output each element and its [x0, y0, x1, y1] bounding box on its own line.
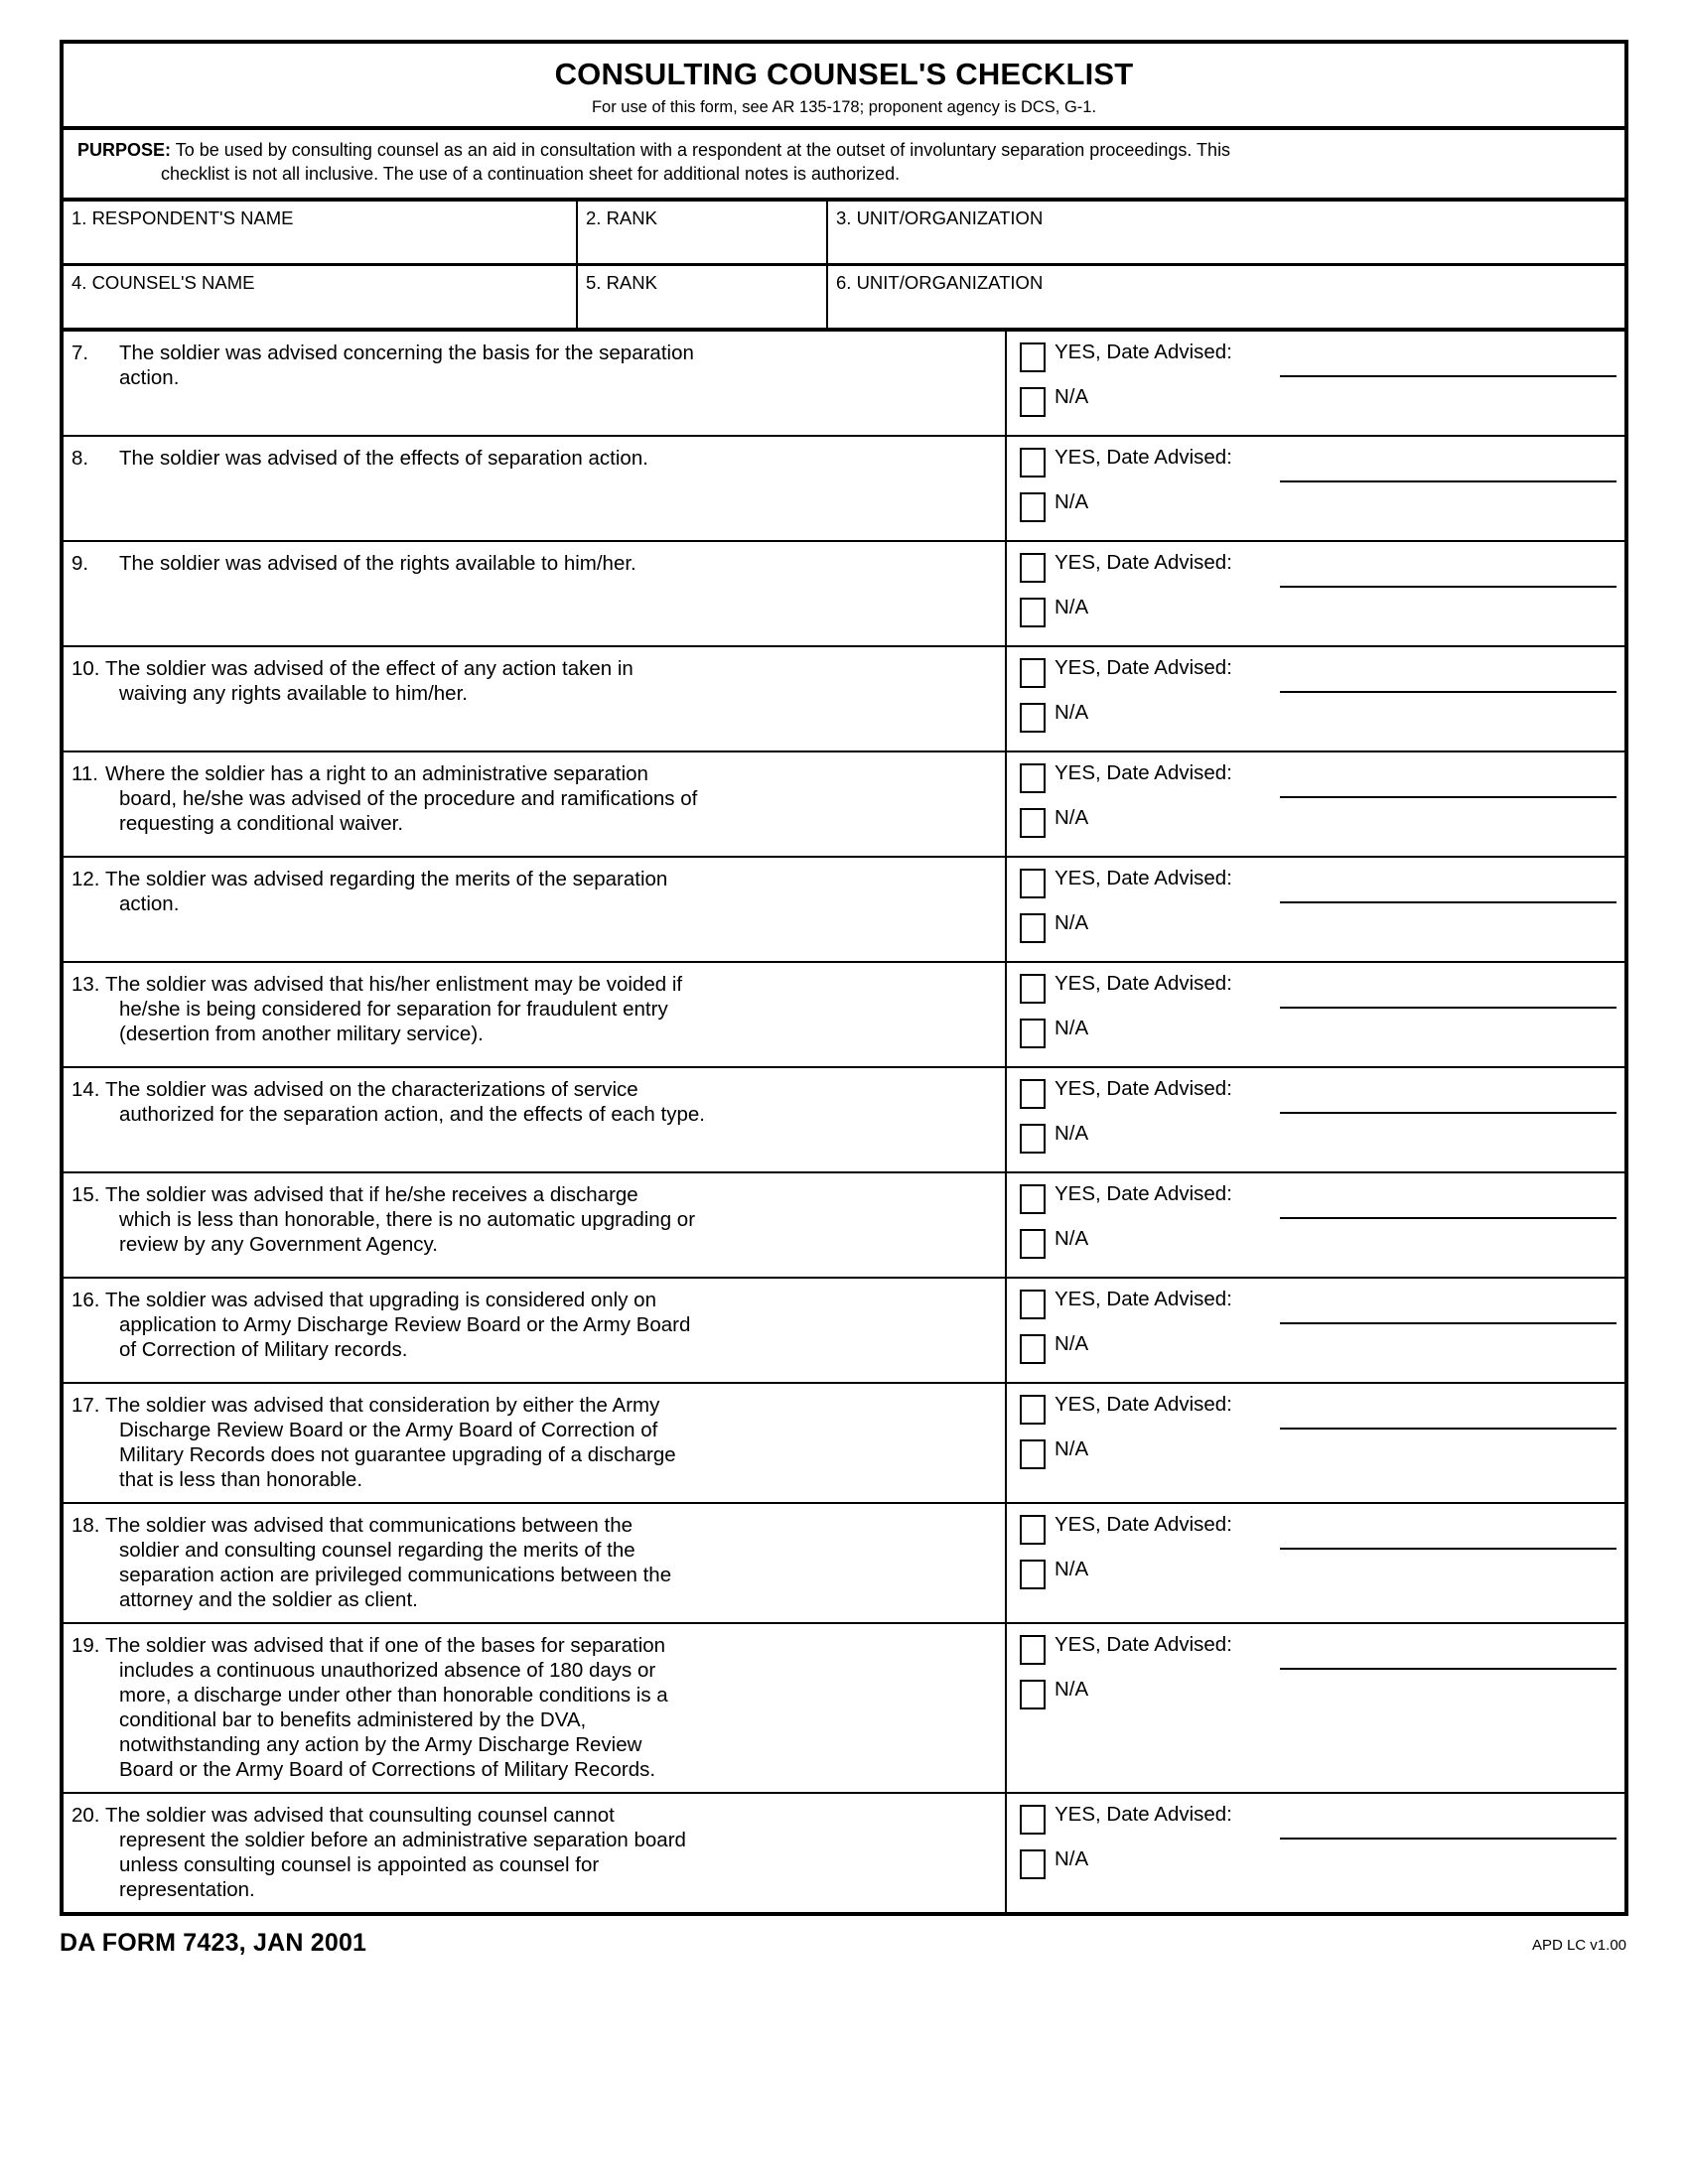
checklist-item-18: [64, 1504, 1624, 1624]
checkbox-yes[interactable]: [1020, 1515, 1046, 1545]
checkbox-yes-label: YES, Date Advised:: [1055, 866, 1232, 889]
item-text-line: The soldier was advised that if one of the bases for separation: [105, 1633, 666, 1657]
checklist-item-10: [64, 647, 1624, 752]
checkbox-na[interactable]: [1020, 1019, 1046, 1048]
checkbox-yes[interactable]: [1020, 763, 1046, 793]
item-answer-group: [1007, 1068, 1624, 1171]
item-text-line: which is less than honorable, there is no automatic upgrading or: [119, 1207, 696, 1231]
item-text-line: waiving any rights available to him/her.: [119, 681, 468, 705]
item-text-line: The soldier was advised regarding the merits of the separation: [105, 867, 668, 890]
item-answer-group: [1007, 1384, 1624, 1502]
form-revision: APD LC v1.00: [1531, 1936, 1626, 1954]
checkbox-yes[interactable]: [1020, 869, 1046, 898]
checkbox-yes[interactable]: [1020, 1290, 1046, 1319]
purpose-label: PURPOSE:: [77, 140, 172, 161]
date-advised-input[interactable]: [1280, 1112, 1617, 1114]
item-text-line: The soldier was advised of the effects of separation action.: [119, 446, 648, 470]
checkbox-na-label: N/A: [1055, 595, 1089, 618]
checkbox-yes[interactable]: [1020, 1805, 1046, 1835]
checklist-item-17: [64, 1384, 1624, 1504]
date-advised-input[interactable]: [1280, 901, 1617, 903]
item-answer-group: [1007, 647, 1624, 751]
item-answer-group: [1007, 1173, 1624, 1277]
checkbox-na[interactable]: [1020, 1334, 1046, 1364]
date-advised-input[interactable]: [1280, 1007, 1617, 1009]
item-text-line: Discharge Review Board or the Army Board of Correction of: [119, 1418, 658, 1441]
answer-yes-row: [1007, 1514, 1624, 1545]
item-statement: [64, 1624, 1007, 1792]
answer-na-row: [1007, 1123, 1624, 1154]
item-text-line: conditional bar to benefits administered by the DVA,: [119, 1707, 587, 1731]
checkbox-yes-label: YES, Date Advised:: [1055, 340, 1232, 363]
item-text-line: board, he/she was advised of the procedure and ramifications of: [119, 786, 698, 810]
checkbox-yes[interactable]: [1020, 448, 1046, 478]
counsel-unit-field[interactable]: [828, 266, 1624, 328]
answer-yes-row: [1007, 447, 1624, 478]
item-number: 13.: [71, 972, 100, 996]
respondent-name-label: 1. RESPONDENT'S NAME: [71, 206, 294, 228]
checkbox-yes-label: YES, Date Advised:: [1055, 1181, 1232, 1205]
purpose-line-1: [77, 139, 1611, 163]
checkbox-na-label: N/A: [1055, 1226, 1089, 1250]
checkbox-yes[interactable]: [1020, 1079, 1046, 1109]
item-statement: [64, 1279, 1007, 1382]
item-text-line: The soldier was advised that if he/she receives a discharge: [105, 1182, 638, 1206]
item-text-line: The soldier was advised that communications between the: [105, 1513, 633, 1537]
item-text-line: unless consulting counsel is appointed as counsel for: [119, 1852, 600, 1876]
item-statement: [64, 1384, 1007, 1502]
checkbox-yes-label: YES, Date Advised:: [1055, 655, 1232, 679]
checkbox-yes-label: YES, Date Advised:: [1055, 1632, 1232, 1656]
item-text-line: attorney and the soldier as client.: [119, 1587, 418, 1611]
checkbox-na-label: N/A: [1055, 1846, 1089, 1870]
checkbox-na-label: N/A: [1055, 1677, 1089, 1701]
item-answer-group: [1007, 752, 1624, 856]
item-text-line: The soldier was advised that upgrading is considered only on: [105, 1288, 656, 1311]
checklist-item-15: [64, 1173, 1624, 1279]
item-text-line: includes a continuous unauthorized absence of 180 days or: [119, 1658, 656, 1682]
respondent-unit-field[interactable]: [828, 202, 1624, 263]
checkbox-na[interactable]: [1020, 1849, 1046, 1879]
item-text-line: (desertion from another military service).: [119, 1022, 484, 1045]
item-text-line: application to Army Discharge Review Board or the Army Board: [119, 1312, 691, 1336]
respondent-unit-label: 3. UNIT/ORGANIZATION: [836, 206, 1044, 228]
answer-na-row: [1007, 597, 1624, 627]
item-text-line: Where the soldier has a right to an administrative separation: [105, 761, 648, 785]
purpose-text-1: To be used by consulting counsel as an aid in consultation with a respondent at the outset of involuntary separation proceedings. This: [175, 140, 1231, 161]
answer-yes-row: [1007, 341, 1624, 372]
identification-row-respondent: [64, 202, 1624, 266]
item-text-line: notwithstanding any action by the Army Discharge Review: [119, 1732, 642, 1756]
date-advised-input[interactable]: [1280, 1838, 1617, 1840]
answer-yes-row: [1007, 1078, 1624, 1109]
checkbox-yes-label: YES, Date Advised:: [1055, 760, 1232, 784]
checkbox-yes[interactable]: [1020, 553, 1046, 583]
item-text-line: of Correction of Military records.: [119, 1337, 408, 1361]
form-subtitle: For use of this form, see AR 135-178; proponent agency is DCS, G-1.: [591, 98, 1097, 117]
item-text-line: that is less than honorable.: [119, 1467, 363, 1491]
checklist-item-13: [64, 963, 1624, 1068]
item-number: 20.: [71, 1803, 100, 1827]
checklist-item-16: [64, 1279, 1624, 1384]
item-number: 17.: [71, 1393, 100, 1417]
answer-na-row: [1007, 702, 1624, 733]
checkbox-na-label: N/A: [1055, 1557, 1089, 1580]
respondent-name-field[interactable]: [64, 202, 578, 263]
checkbox-na[interactable]: [1020, 1560, 1046, 1589]
checklist-item-8: [64, 437, 1624, 542]
item-answer-group: [1007, 858, 1624, 961]
checkbox-yes-label: YES, Date Advised:: [1055, 445, 1232, 469]
identification-row-counsel: [64, 266, 1624, 332]
checklist-item-9: [64, 542, 1624, 647]
date-advised-input[interactable]: [1280, 796, 1617, 798]
item-number: 7.: [71, 341, 89, 364]
answer-na-row: [1007, 1848, 1624, 1879]
answer-na-row: [1007, 1559, 1624, 1589]
checklist-item-14: [64, 1068, 1624, 1173]
form-identifier: DA FORM 7423, JAN 2001: [60, 1928, 367, 1957]
answer-yes-row: [1007, 1289, 1624, 1319]
item-statement: [64, 1504, 1007, 1622]
item-text-line: Military Records does not guarantee upgrading of a discharge: [119, 1442, 676, 1466]
item-answer-group: [1007, 332, 1624, 435]
checkbox-na-label: N/A: [1055, 910, 1089, 934]
item-number: 18.: [71, 1513, 100, 1537]
checkbox-na[interactable]: [1020, 808, 1046, 838]
checkbox-yes-label: YES, Date Advised:: [1055, 971, 1232, 995]
item-text-line: review by any Government Agency.: [119, 1232, 438, 1256]
checkbox-na[interactable]: [1020, 1680, 1046, 1709]
checkbox-na-label: N/A: [1055, 1436, 1089, 1460]
checklist-item-11: [64, 752, 1624, 858]
date-advised-input[interactable]: [1280, 691, 1617, 693]
checkbox-yes-label: YES, Date Advised:: [1055, 1802, 1232, 1826]
item-statement: [64, 437, 1007, 540]
item-number: 12.: [71, 867, 100, 890]
checkbox-yes-label: YES, Date Advised:: [1055, 1512, 1232, 1536]
checkbox-na[interactable]: [1020, 1124, 1046, 1154]
item-text-line: The soldier was advised that counsulting counsel cannot: [105, 1803, 615, 1827]
item-text-line: soldier and consulting counsel regarding the merits of the: [119, 1538, 635, 1562]
checkbox-yes-label: YES, Date Advised:: [1055, 1287, 1232, 1310]
date-advised-input[interactable]: [1280, 1668, 1617, 1670]
item-number: 10.: [71, 656, 100, 680]
item-text-line: requesting a conditional waiver.: [119, 811, 404, 835]
checkbox-na-label: N/A: [1055, 1121, 1089, 1145]
checkbox-yes-label: YES, Date Advised:: [1055, 1392, 1232, 1416]
date-advised-input[interactable]: [1280, 1217, 1617, 1219]
purpose-section: [64, 130, 1624, 202]
item-statement: [64, 542, 1007, 645]
answer-na-row: [1007, 1333, 1624, 1364]
item-text-line: authorized for the separation action, and the effects of each type.: [119, 1102, 705, 1126]
item-statement: [64, 1068, 1007, 1171]
checkbox-na-label: N/A: [1055, 805, 1089, 829]
item-answer-group: [1007, 1624, 1624, 1792]
item-text-line: representation.: [119, 1877, 255, 1901]
item-answer-group: [1007, 963, 1624, 1066]
item-statement: [64, 647, 1007, 751]
date-advised-input[interactable]: [1280, 1428, 1617, 1430]
item-answer-group: [1007, 542, 1624, 645]
form-title: CONSULTING COUNSEL'S CHECKLIST: [554, 57, 1134, 91]
item-number: 15.: [71, 1182, 100, 1206]
item-answer-group: [1007, 437, 1624, 540]
checkbox-na[interactable]: [1020, 1439, 1046, 1469]
respondent-rank-field[interactable]: [578, 202, 828, 263]
item-number: 14.: [71, 1077, 100, 1101]
item-text-line: Board or the Army Board of Corrections of Military Records.: [119, 1757, 656, 1781]
answer-na-row: [1007, 807, 1624, 838]
checklist-item-7: [64, 332, 1624, 437]
checkbox-yes-label: YES, Date Advised:: [1055, 550, 1232, 574]
checkbox-na-label: N/A: [1055, 700, 1089, 724]
checklist-items: [64, 332, 1624, 1912]
answer-yes-row: [1007, 1634, 1624, 1665]
item-text-line: The soldier was advised that his/her enlistment may be voided if: [105, 972, 683, 996]
item-statement: [64, 858, 1007, 961]
item-answer-group: [1007, 1504, 1624, 1622]
checklist-item-19: [64, 1624, 1624, 1794]
item-number: 19.: [71, 1633, 100, 1657]
purpose-text-2: checklist is not all inclusive. The use of a continuation sheet for additional notes is authorized.: [161, 163, 901, 184]
item-text-line: The soldier was advised on the characterizations of service: [105, 1077, 638, 1101]
item-text-line: The soldier was advised of the effect of any action taken in: [105, 656, 633, 680]
item-answer-group: [1007, 1279, 1624, 1382]
checkbox-yes[interactable]: [1020, 1395, 1046, 1425]
checkbox-na[interactable]: [1020, 598, 1046, 627]
answer-yes-row: [1007, 973, 1624, 1004]
checklist-item-20: [64, 1794, 1624, 1912]
item-text-line: The soldier was advised that consideration by either the Army: [105, 1393, 660, 1417]
checkbox-na-label: N/A: [1055, 384, 1089, 408]
checkbox-na-label: N/A: [1055, 1016, 1089, 1039]
checkbox-yes-label: YES, Date Advised:: [1055, 1076, 1232, 1100]
answer-yes-row: [1007, 762, 1624, 793]
answer-na-row: [1007, 912, 1624, 943]
item-statement: [64, 1794, 1007, 1912]
item-text-line: more, a discharge under other than honorable conditions is a: [119, 1683, 668, 1706]
checkbox-na[interactable]: [1020, 913, 1046, 943]
answer-na-row: [1007, 1018, 1624, 1048]
item-text-line: action.: [119, 891, 180, 915]
answer-na-row: [1007, 386, 1624, 417]
item-statement: [64, 963, 1007, 1066]
checkbox-na[interactable]: [1020, 387, 1046, 417]
counsel-unit-label: 6. UNIT/ORGANIZATION: [836, 271, 1044, 293]
answer-na-row: [1007, 491, 1624, 522]
counsel-rank-label: 5. RANK: [586, 271, 657, 293]
item-text-line: he/she is being considered for separation for fraudulent entry: [119, 997, 668, 1021]
date-advised-input[interactable]: [1280, 480, 1617, 482]
item-statement: [64, 752, 1007, 856]
counsel-name-label: 4. COUNSEL'S NAME: [71, 271, 255, 293]
item-text-line: The soldier was advised of the rights available to him/her.: [119, 551, 636, 575]
answer-yes-row: [1007, 552, 1624, 583]
checkbox-yes[interactable]: [1020, 1635, 1046, 1665]
checkbox-na[interactable]: [1020, 1229, 1046, 1259]
checkbox-na-label: N/A: [1055, 489, 1089, 513]
form-container: [60, 40, 1628, 1916]
checkbox-na[interactable]: [1020, 703, 1046, 733]
answer-na-row: [1007, 1679, 1624, 1709]
checkbox-yes[interactable]: [1020, 658, 1046, 688]
item-text-line: separation action are privileged communications between the: [119, 1563, 672, 1586]
answer-yes-row: [1007, 657, 1624, 688]
date-advised-input[interactable]: [1280, 375, 1617, 377]
item-number: 16.: [71, 1288, 100, 1311]
checkbox-yes[interactable]: [1020, 342, 1046, 372]
date-advised-input[interactable]: [1280, 1322, 1617, 1324]
checkbox-yes[interactable]: [1020, 974, 1046, 1004]
item-text-line: represent the soldier before an administrative separation board: [119, 1828, 686, 1851]
form-header: [64, 44, 1624, 130]
item-number: 9.: [71, 551, 89, 575]
item-number: 11.: [71, 761, 98, 785]
item-answer-group: [1007, 1794, 1624, 1912]
answer-yes-row: [1007, 868, 1624, 898]
checkbox-na-label: N/A: [1055, 1331, 1089, 1355]
date-advised-input[interactable]: [1280, 1548, 1617, 1550]
answer-yes-row: [1007, 1804, 1624, 1835]
answer-yes-row: [1007, 1183, 1624, 1214]
answer-yes-row: [1007, 1394, 1624, 1425]
answer-na-row: [1007, 1438, 1624, 1469]
item-number: 8.: [71, 446, 89, 470]
item-statement: [64, 1173, 1007, 1277]
item-statement: [64, 332, 1007, 435]
counsel-name-field[interactable]: [64, 266, 578, 328]
answer-na-row: [1007, 1228, 1624, 1259]
checklist-item-12: [64, 858, 1624, 963]
item-text-line: action.: [119, 365, 180, 389]
counsel-rank-field[interactable]: [578, 266, 828, 328]
date-advised-input[interactable]: [1280, 586, 1617, 588]
form-footer: [60, 1929, 1628, 1969]
respondent-rank-label: 2. RANK: [586, 206, 657, 228]
checkbox-yes[interactable]: [1020, 1184, 1046, 1214]
checkbox-na[interactable]: [1020, 492, 1046, 522]
item-text-line: The soldier was advised concerning the basis for the separation: [119, 341, 694, 364]
